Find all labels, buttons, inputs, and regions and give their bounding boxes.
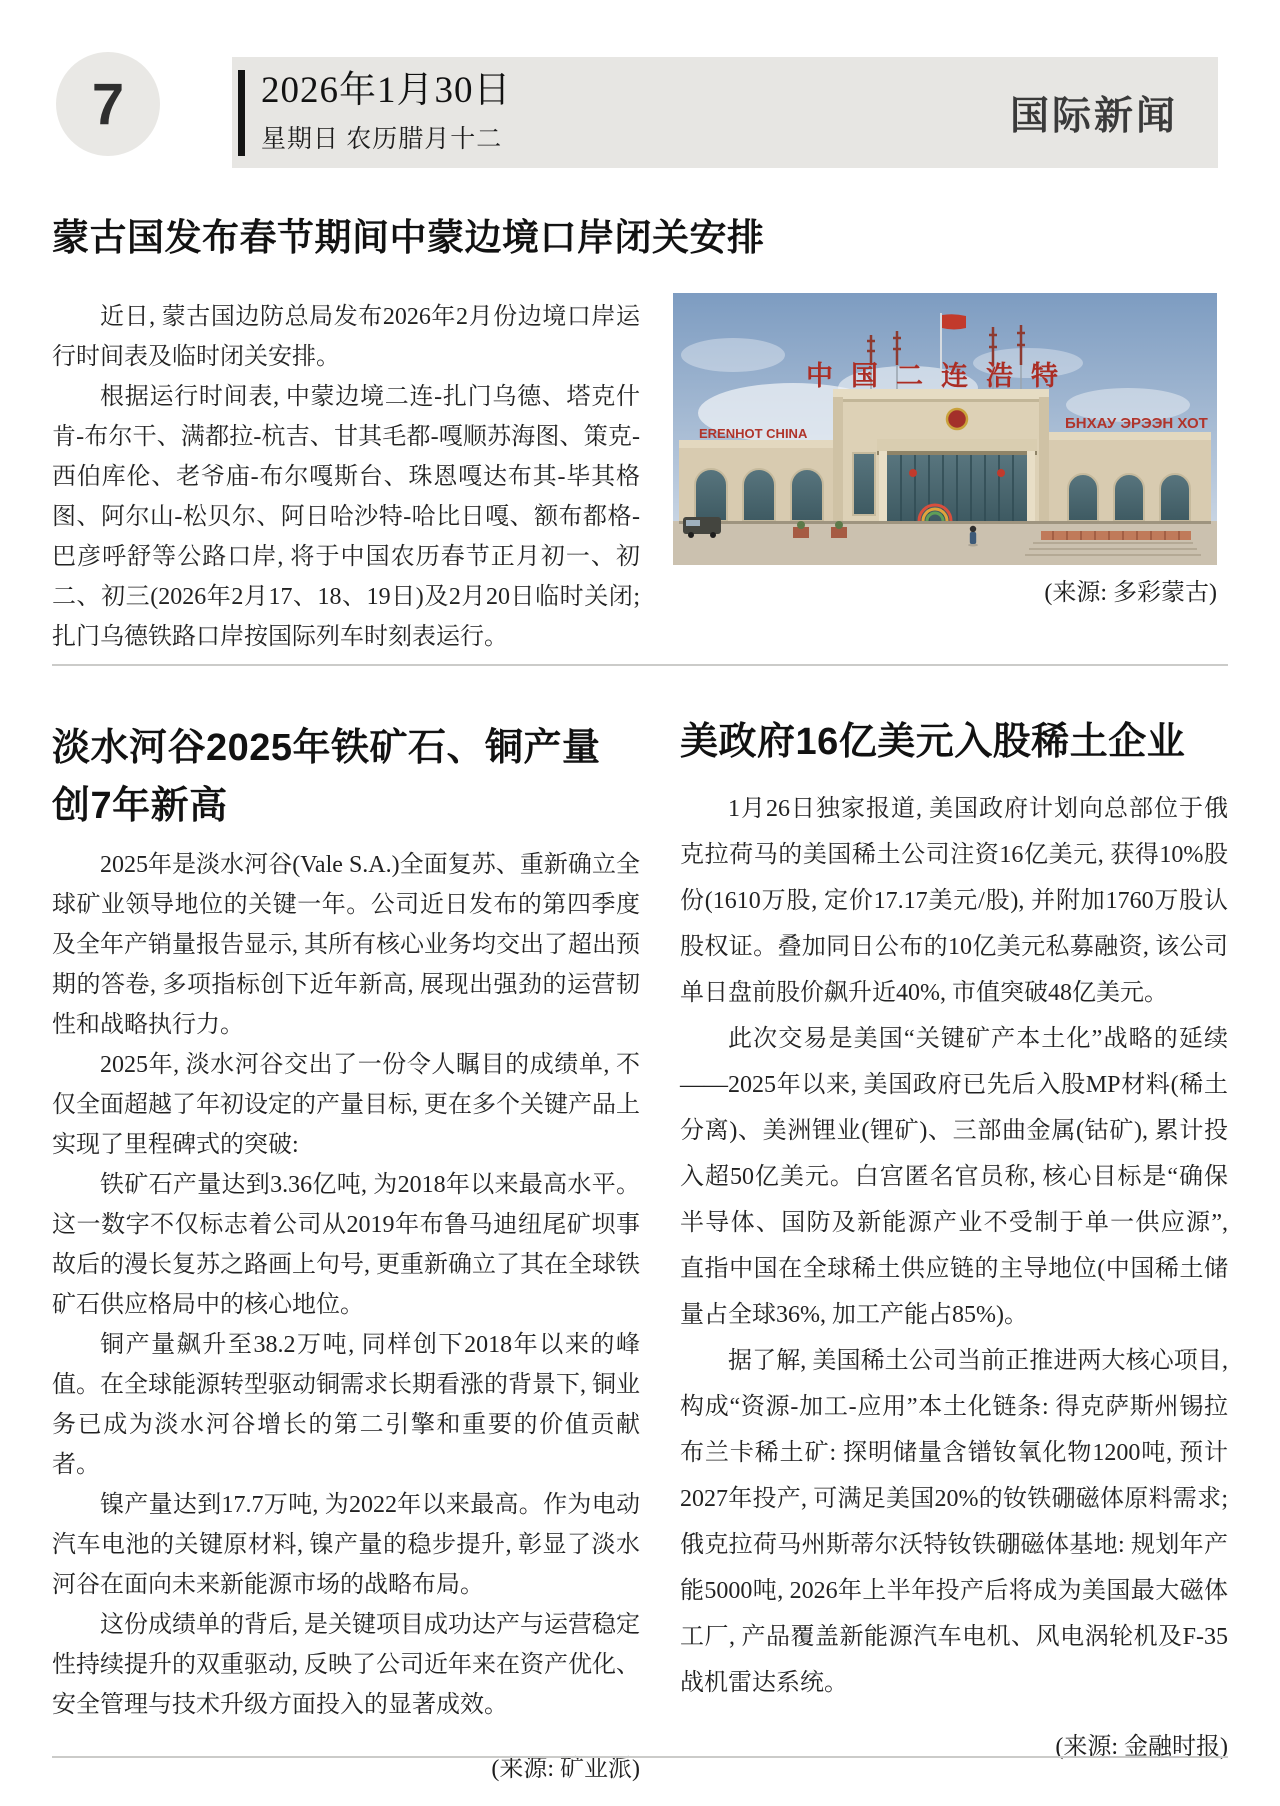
paragraph: 此次交易是美国“关键矿产本土化”战略的延续——2025年以来, 美国政府已先后入股MP材料(稀土分离)、美洲锂业(锂矿)、三部曲金属(钴矿), 累计投入超50亿美元。白宫匿名官员称, 核心目标是“确保半导体、国防及新能源产业不受制于单一供应源”, 直指中国在全球稀土供应链的主导地位(中国稀土储量占全球36%, 加工产能占85%)。 bbox=[680, 1026, 1228, 1328]
entrance-column bbox=[1027, 451, 1035, 521]
bottom-divider bbox=[52, 1756, 1228, 1758]
paragraph: 据了解, 美国稀土公司当前正推进两大核心项目, 构成“资源-加工-应用”本土化链条: 得克萨斯州锡拉布兰卡稀土矿: 探明储量含镨钕氧化物1200吨, 预计2027年投产, 可满足美国20%的钕铁硼磁体原料需求; 俄克拉荷马州斯蒂尔沃特钕铁硼磁体基地: 规划年产能5000吨, 2026年上半年投产后将成为美国最大磁体工厂, 产品覆盖新能源汽车电机、风电涡轮机及F-35战机雷达系统。 bbox=[680, 1348, 1228, 1696]
page-number: 7 bbox=[91, 71, 125, 137]
pilaster bbox=[1039, 397, 1049, 523]
left-wing-cornice bbox=[679, 440, 843, 448]
barrier-row bbox=[1041, 531, 1191, 540]
photo-sign-left: ERENHOT CHINA bbox=[699, 426, 808, 441]
section-title: 国际新闻 bbox=[1009, 94, 1178, 138]
date-block bbox=[261, 70, 512, 154]
flag bbox=[942, 314, 966, 329]
section-divider bbox=[52, 664, 1228, 666]
article3-title: 美政府16亿美元入股稀土企业 bbox=[680, 720, 1186, 763]
right-wing-cornice bbox=[1049, 432, 1211, 440]
article1-photo-figure bbox=[673, 293, 1217, 606]
border-gate-photo bbox=[673, 293, 1217, 565]
paragraph: 1月26日独家报道, 美国政府计划向总部位于俄克拉荷马的美国稀土公司注资16亿美元, 获得10%股份(1610万股, 定价17.17美元/股), 并附加1760万股认股权证。叠加同日公布的10亿美元私募融资, 该公司单日盘前股价飙升近40%, 市值突破48亿美元。 bbox=[680, 796, 1228, 1006]
article2-title-line1: 淡水河谷2025年铁矿石、铜产量 bbox=[52, 726, 601, 769]
article2-body bbox=[52, 845, 640, 1789]
header-bar bbox=[232, 57, 1218, 168]
photo-sign-center: 中国二连浩特 bbox=[806, 361, 1076, 391]
page-number-badge bbox=[56, 52, 160, 156]
article1-body bbox=[52, 297, 640, 657]
article3-source: (来源: 金融时报) bbox=[1055, 1734, 1228, 1760]
date-rule bbox=[238, 70, 245, 156]
left-wing-arched-windows bbox=[695, 469, 823, 521]
canopy-shadow bbox=[877, 451, 1037, 455]
right-wing-arched-windows bbox=[1068, 474, 1190, 521]
date-main: 2026年1月30日 bbox=[261, 70, 512, 112]
paragraph: 根据运行时间表, 中蒙边境二连-扎门乌德、塔克什肯-布尔干、满都拉-杭吉、甘其毛都-嘎顺苏海图、策克-西伯库伦、老爷庙-布尔嘎斯台、珠恩嘎达布其-毕其格图、阿尔山-松贝尔、阿日哈沙特-哈比日嘎、额布都格-巴彦呼舒等公路口岸, 将于中国农历春节正月初一、初二、初三(2026年2月17、18、19日)及2月20日临时关闭; 扎门乌德铁路口岸按国际列车时刻表运行。 bbox=[52, 384, 640, 650]
red-lantern bbox=[909, 469, 917, 477]
article2-title bbox=[52, 719, 601, 835]
cornice-shadow bbox=[833, 399, 1049, 402]
article1-title: 蒙古国发布春节期间中蒙边境口岸闭关安排 bbox=[52, 216, 765, 258]
cloud bbox=[681, 338, 785, 372]
entrance-column bbox=[879, 451, 887, 521]
red-lantern bbox=[997, 469, 1005, 477]
paragraph: 镍产量达到17.7万吨, 为2022年以来最高。作为电动汽车电池的关键原材料, 镍产量的稳步提升, 彰显了淡水河谷在面向未来新能源市场的战略布局。 bbox=[52, 1492, 640, 1598]
paragraph: 这份成绩单的背后, 是关键项目成功达产与运营稳定性持续提升的双重驱动, 反映了公司近年来在资产优化、安全管理与技术升级方面投入的显著成效。 bbox=[52, 1612, 640, 1718]
paragraph: 近日, 蒙古国边防总局发布2026年2月份边境口岸运行时间表及临时闭关安排。 bbox=[52, 304, 640, 370]
paragraph: 铜产量飙升至38.2万吨, 同样创下2018年以来的峰值。在全球能源转型驱动铜需求长期看涨的背景下, 铜业务已成为淡水河谷增长的第二引擎和重要的价值贡献者。 bbox=[52, 1332, 640, 1478]
base-shadow bbox=[679, 521, 1211, 524]
facade-window bbox=[853, 453, 875, 515]
paragraph: 2025年, 淡水河谷交出了一份令人瞩目的成绩单, 不仅全面超越了年初设定的产量目标, 更在多个关键产品上实现了里程碑式的突破: bbox=[52, 1052, 640, 1158]
article2-title-line2: 创7年新高 bbox=[52, 784, 228, 827]
photo-caption: (来源: 多彩蒙古) bbox=[1044, 580, 1217, 606]
date-sub: 星期日 农历腊月十二 bbox=[261, 125, 503, 153]
article3-body bbox=[680, 786, 1228, 1770]
photo-sign-right: БНХАУ ЭРЭЭН ХОТ bbox=[1065, 415, 1208, 432]
national-emblem bbox=[947, 409, 967, 429]
canopy bbox=[877, 439, 1037, 451]
article2-source: (来源: 矿业派) bbox=[491, 1756, 640, 1782]
paragraph: 铁矿石产量达到3.36亿吨, 为2018年以来最高水平。这一数字不仅标志着公司从2019年布鲁马迪纽尾矿坝事故后的漫长复苏之路画上句号, 更重新确立了其在全球铁矿石供应格局中的核心地位。 bbox=[52, 1172, 640, 1318]
paragraph: 2025年是淡水河谷(Vale S.A.)全面复苏、重新确立全球矿业领导地位的关键一年。公司近日发布的第四季度及全年产销量报告显示, 其所有核心业务均交出了超出预期的答卷, 多项指标创下近年新高, 展现出强劲的运营韧性和战略执行力。 bbox=[52, 852, 640, 1038]
pilaster bbox=[833, 397, 843, 523]
